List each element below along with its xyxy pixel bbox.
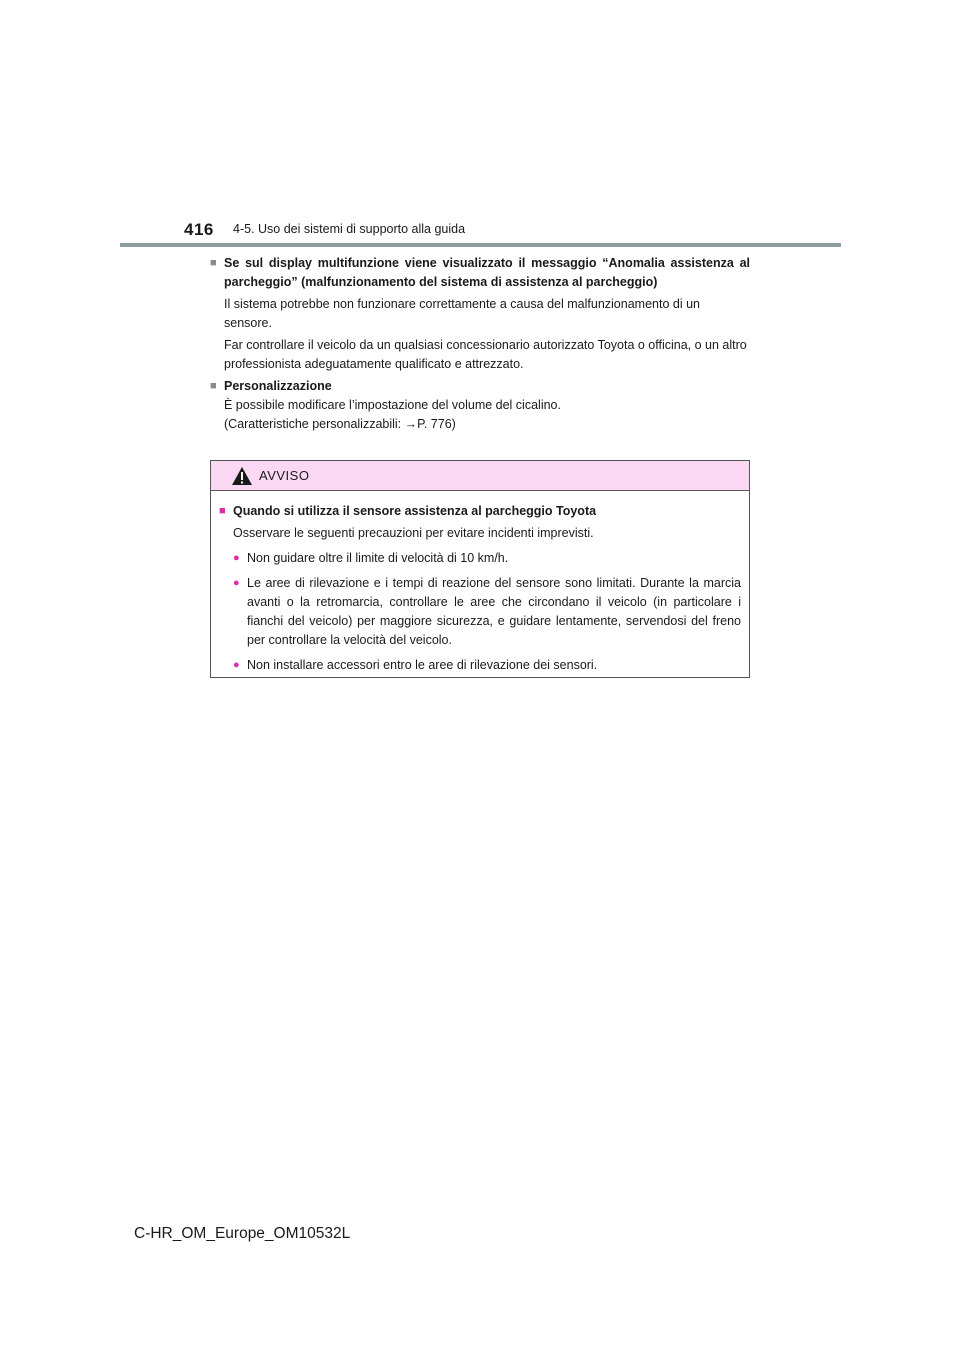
- document-code: C-HR_OM_Europe_OM10532L: [134, 1225, 351, 1242]
- section-anomalia: [210, 254, 750, 374]
- paragraph: [224, 396, 750, 434]
- paragraph: Il sistema potrebbe non funzionare correttamente a causa del malfunzionamento di un sensore.: [224, 297, 700, 330]
- warning-intro: Osservare le seguenti precauzioni per evitare incidenti imprevisti.: [233, 526, 594, 540]
- list-item-text: Le aree di rilevazione e i tempi di reazione del sensore sono limitati. Durante la marcia avanti o la retromarcia, controllare le aree che circondano il veicolo (in particolare i fianchi del veicolo) per maggiore sicurezza, e guidare lentamente, servendosi del freno per controllare la velocità del veicolo.: [247, 576, 741, 647]
- list-item: [233, 549, 741, 568]
- section-heading: [210, 254, 750, 292]
- square-bullet-icon: ■: [210, 380, 217, 392]
- header-rule: [120, 243, 841, 247]
- square-bullet-icon: ■: [219, 505, 226, 517]
- warning-body: [211, 491, 749, 675]
- page-number: 416: [184, 220, 214, 239]
- list-item-text: Non guidare oltre il limite di velocità di 10 km/h.: [247, 551, 509, 565]
- circle-bullet-icon: ●: [233, 659, 240, 671]
- section-personalizzazione: [210, 377, 750, 434]
- square-bullet-icon: ■: [210, 257, 217, 269]
- warning-header: [211, 461, 749, 491]
- heading-text: Se sul display multifunzione viene visualizzato il messaggio “Anomalia assistenza al parcheggio” (malfunzionamento del sistema di assistenza al parcheggio): [224, 256, 750, 289]
- warning-title: AVVISO: [259, 468, 310, 483]
- circle-bullet-icon: ●: [233, 552, 240, 564]
- warning-box: [210, 460, 750, 678]
- circle-bullet-icon: ●: [233, 577, 240, 589]
- section-title: 4-5. Uso dei sistemi di supporto alla guida: [233, 222, 466, 236]
- paragraph: Far controllare il veicolo da un qualsiasi concessionario autorizzato Toyota o officina, o un altro professionista adeguatamente qualificato e attrezzato.: [224, 338, 747, 371]
- list-item: [233, 574, 741, 650]
- paragraph-line: (Caratteristiche personalizzabili: →P. 776): [224, 417, 456, 431]
- list-item-text: Non installare accessori entro le aree di rilevazione dei sensori.: [247, 658, 598, 672]
- paragraph-line: È possibile modificare l’impostazione del volume del cicalino.: [224, 398, 561, 412]
- heading-text: Quando si utilizza il sensore assistenza al parcheggio Toyota: [233, 504, 597, 518]
- warning-heading: [219, 502, 741, 521]
- main-content: [210, 254, 750, 437]
- heading-text: Personalizzazione: [224, 379, 332, 393]
- section-heading: [210, 377, 750, 396]
- warning-triangle-icon: [231, 466, 253, 486]
- list-item: [233, 656, 741, 675]
